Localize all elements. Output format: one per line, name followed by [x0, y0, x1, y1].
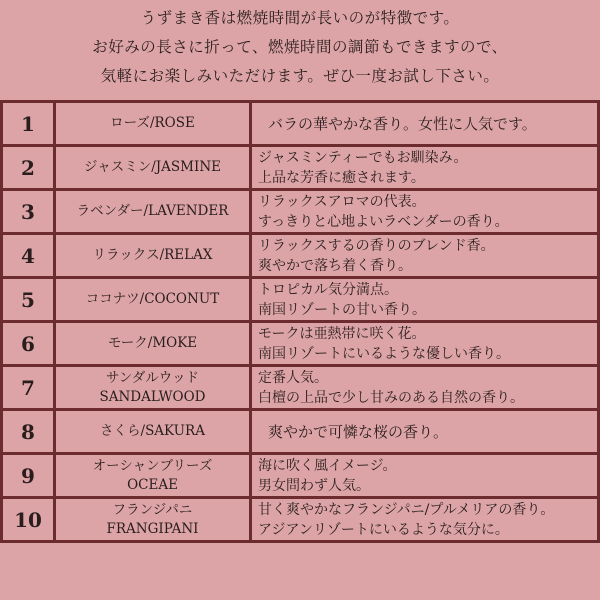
row-number: 2: [2, 146, 55, 190]
scent-name: [55, 146, 251, 190]
scent-name: [55, 498, 251, 542]
description-line: 海に吹く風イメージ。: [258, 457, 397, 474]
scent-name: [55, 454, 251, 498]
scent-description: [251, 366, 599, 410]
description-line: 男女問わず人気。: [258, 477, 370, 494]
description-line: 甘く爽やかなフランジパニ/プルメリアの香り。: [258, 501, 555, 518]
table-row: [2, 234, 599, 278]
scent-description: [251, 102, 599, 146]
scent-name: [55, 322, 251, 366]
scent-description: [251, 454, 599, 498]
scent-name-line: OCEAE: [127, 476, 178, 493]
scent-description: [251, 278, 599, 322]
scent-description: [251, 234, 599, 278]
table-row: [2, 190, 599, 234]
scent-name-line: ジャスミン/JASMINE: [83, 159, 221, 175]
scent-name-line: SANDALWOOD: [99, 388, 206, 405]
row-number: 7: [2, 366, 55, 410]
row-number: 3: [2, 190, 55, 234]
table-row: [2, 146, 599, 190]
scent-name: [55, 234, 251, 278]
description-line: 爽やかで可憐な桜の香り。: [268, 422, 449, 441]
scent-description: [251, 146, 599, 190]
scent-description: [251, 322, 599, 366]
intro-text: [0, 0, 600, 100]
table-row: [2, 410, 599, 454]
row-number: 10: [2, 498, 55, 542]
scent-name: [55, 410, 251, 454]
row-number: 6: [2, 322, 55, 366]
description-line: バラの華やかな香り。女性に人気です。: [268, 114, 537, 133]
scent-table: [0, 100, 600, 543]
scent-description: [251, 410, 599, 454]
row-number: 5: [2, 278, 55, 322]
scent-name-line: ローズ/ROSE: [110, 115, 195, 131]
description-line: アジアンリゾートにいるような気分に。: [258, 521, 509, 538]
scent-description: [251, 498, 599, 542]
description-line: トロピカル気分満点。: [258, 281, 398, 298]
row-number: 8: [2, 410, 55, 454]
scent-name-line: FRANGIPANI: [106, 520, 199, 537]
table-row: [2, 366, 599, 410]
scent-name-line: ココナツ/COCONUT: [85, 291, 220, 307]
scent-name-line: サンダルウッド: [105, 369, 199, 386]
description-line: リラックスアロマの代表。: [258, 193, 426, 210]
scent-name-line: オーシャンブリーズ: [92, 457, 213, 474]
scent-name: [55, 102, 251, 146]
description-line: 南国リゾートにいるような優しい香り。: [258, 345, 510, 362]
description-line: モークは亜熱帯に咲く花。: [258, 325, 426, 342]
row-number: 4: [2, 234, 55, 278]
description-line: 南国リゾートの甘い香り。: [258, 301, 426, 318]
scent-name: [55, 190, 251, 234]
row-number: 1: [2, 102, 55, 146]
intro-line: お好みの長さに折って、燃焼時間の調節もできますので、: [92, 38, 508, 56]
description-line: 爽やかで落ち着く香り。: [258, 257, 412, 274]
description-line: リラックスするの香りのブレンド香。: [258, 237, 495, 254]
scent-name-line: フランジパニ: [112, 501, 193, 518]
row-number: 9: [2, 454, 55, 498]
intro-line: 気軽にお楽しみいただけます。ぜひ一度お試し下さい。: [100, 67, 500, 85]
scent-name-line: リラックス/RELAX: [92, 247, 213, 263]
table-row: [2, 454, 599, 498]
table-row: [2, 278, 599, 322]
description-line: 白檀の上品で少し甘みのある自然の香り。: [258, 389, 524, 406]
description-line: ジャスミンティーでもお馴染み。: [258, 149, 468, 166]
intro-line: うずまき香は燃焼時間が長いのが特徴です。: [140, 9, 460, 27]
scent-name: [55, 366, 251, 410]
table-row: [2, 322, 599, 366]
description-line: 上品な芳香に癒されます。: [258, 169, 425, 186]
table-row: [2, 102, 599, 146]
scent-name: [55, 278, 251, 322]
scent-name-line: ラベンダー/LAVENDER: [76, 203, 229, 219]
scent-description: [251, 190, 599, 234]
description-line: すっきりと心地よいラベンダーの香り。: [258, 213, 509, 230]
scent-name-line: モーク/MOKE: [107, 335, 198, 351]
table-row: [2, 498, 599, 542]
description-line: 定番人気。: [258, 369, 328, 386]
scent-name-line: さくら/SAKURA: [100, 423, 205, 439]
